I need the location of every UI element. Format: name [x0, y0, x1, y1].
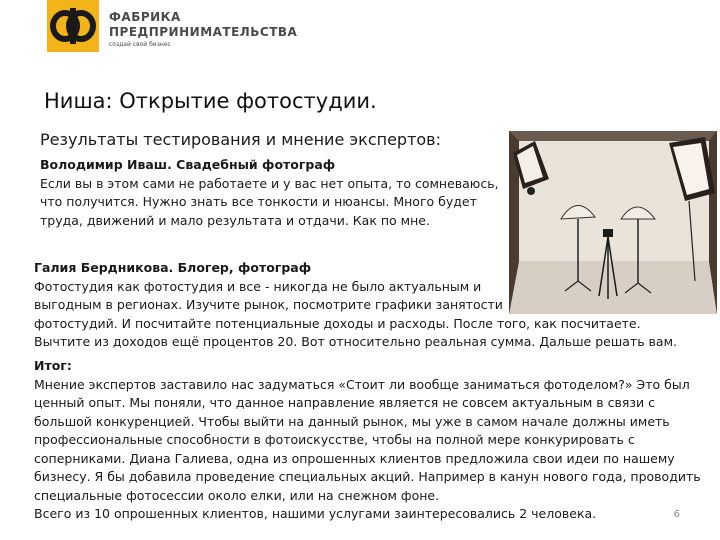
company-logo [47, 0, 298, 52]
logo-text-line1: ФАБРИКА [109, 10, 181, 24]
result-text-line: специальные фотосессии около елки, или на снежном фоне. [34, 487, 440, 503]
expert1-text-line: Если вы в этом сами не работаете и у вас нет опыта, то сомневаюсь, [40, 175, 499, 191]
result-text-line: соперниками. Диана Галиева, одна из опрошенных клиентов предложила свои идеи по нашему [34, 450, 675, 466]
logo-text-line2: ПРЕДПРИНИМАТЕЛЬСТВА [109, 25, 298, 39]
result-text-line: Мнение экспертов заставило нас задуматься «Стоит ли вообще заниматься фотоделом?» Это был [34, 376, 690, 392]
page-number: 6 [673, 509, 680, 520]
expert2-block [34, 259, 677, 352]
expert1-text-line: что получится. Нужно знать все тонкости и нюансы. Много будет [40, 194, 477, 209]
result-text-line: ценный опыт. Мы поняли, что данное направление является не совсем актуальным в связи с [34, 395, 655, 410]
page-subtitle: Результаты тестирования и мнение экспертов: [40, 130, 441, 149]
expert1-text-line: труда, движений и мало результата и отдачи. Как по мне. [40, 212, 430, 228]
expert2-text-line: Фотостудия как фотостудия и все - никогда не было актуальным и [34, 278, 482, 294]
logo-ff-icon [47, 0, 99, 52]
expert1-name: Володимир Иваш. Свадебный фотограф [40, 157, 336, 172]
result-text-line: профессиональные способности в фотоискусстве, чтобы на полной мере конкурировать с [34, 432, 635, 447]
expert2-name: Галия Бердникова. Блогер, фотограф [34, 260, 312, 275]
expert2-text-line: Вычтите из доходов ещё процентов 20. Вот относительно реальная сумма. Дальше решать вам. [34, 334, 677, 349]
expert1-block [40, 156, 499, 230]
page-title: Ниша: Открытие фотостудии. [44, 89, 377, 113]
logo-emblem [47, 0, 99, 52]
expert2-text-line: выгодным в регионах. Изучите рынок, посмотрите графики занятости [34, 297, 503, 312]
result-block [34, 357, 701, 524]
logo-tagline: создай свой бизнес [109, 41, 171, 48]
result-text-line: большой конкуренцией. Чтобы выйти на данный рынок, мы уже в самом начале должны иметь [34, 413, 670, 429]
result-text-line: бизнесу. Я бы добавила проведение специальных акций. Например в канун нового года, проводить [34, 469, 701, 484]
expert2-text-line: фотостудий. И посчитайте потенциальные доходы и расходы. После того, как посчитаете. [34, 315, 641, 331]
result-text-line: Всего из 10 опрошенных клиентов, нашими услугами заинтересовались 2 человека. [34, 506, 597, 521]
result-heading: Итог: [34, 358, 72, 373]
